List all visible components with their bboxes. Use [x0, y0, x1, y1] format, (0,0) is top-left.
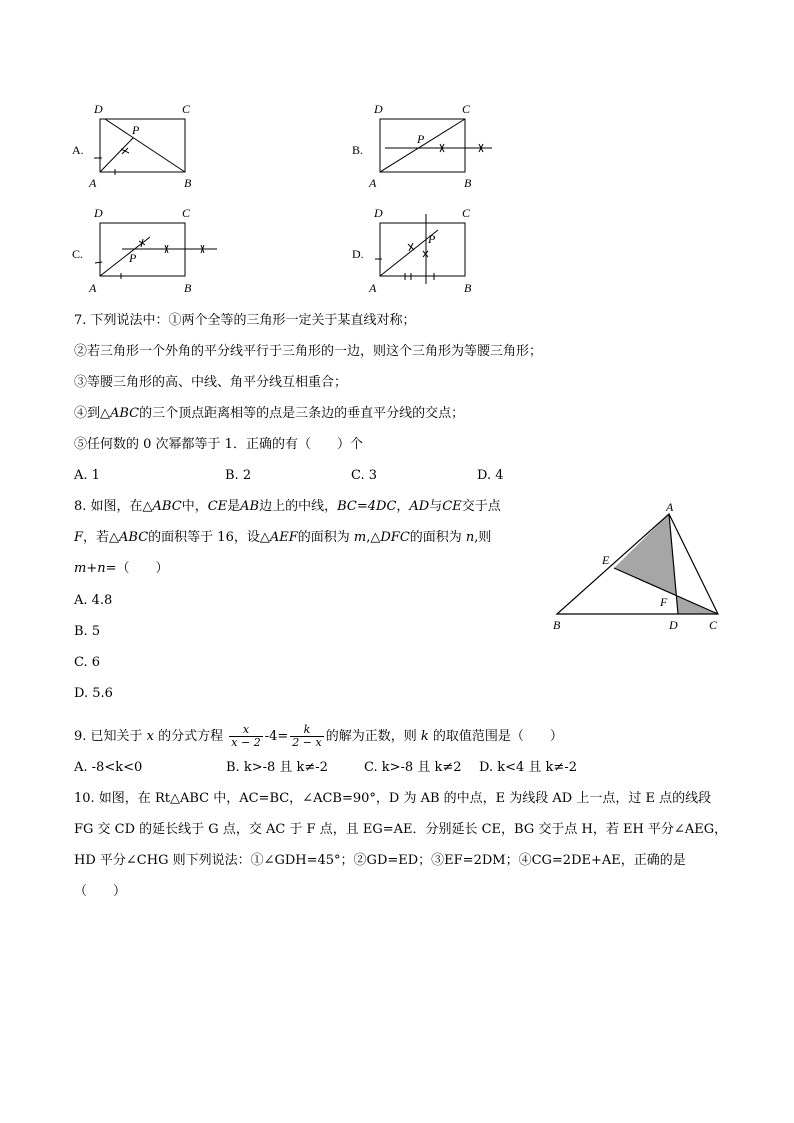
q7-statement-2: ②若三角形一个外角的平分线平行于三角形的一边，则这个三角形为等腰三角形；: [74, 344, 543, 359]
q7-option-b[interactable]: B. 2: [225, 468, 252, 483]
q7-option-d[interactable]: D. 4: [477, 468, 504, 483]
label-a: A: [89, 176, 97, 190]
fraction-1: $\frac{x}{x - 2}$: [231, 723, 261, 749]
label-b: B: [553, 618, 561, 632]
q9-stem: 9. 已知关于 x 的分式方程 $\frac{x}{x - 2}$ -4= $\frac{k}{2 - x}$ 的解为正数，则 k 的取值范围是（ ）: [74, 723, 563, 749]
label-a: A: [666, 500, 674, 514]
q7-stem: 7. 下列说法中：①两个全等的三角形一定关于某直线对称；: [74, 313, 416, 328]
q7-statement-4: ④到△ABC的三个顶点距离相等的点是三条边的垂直平分线的交点；: [74, 406, 465, 421]
option-c-label[interactable]: C.: [72, 247, 84, 261]
label-d: D: [374, 206, 383, 220]
q8-stem-line-1: 8. 如图，在△ABC中，CE是AB边上的中线，BC=4DC，AD与CE交于点: [74, 499, 501, 514]
q8-stem-line-3: m+n=（ ）: [74, 561, 169, 576]
label-d: D: [94, 206, 103, 220]
label-c: C: [182, 206, 191, 220]
q7-statement-3: ③等腰三角形的高、中线、角平分线互相重合；: [74, 375, 348, 390]
q7-option-a[interactable]: A. 1: [74, 468, 100, 483]
label-p: P: [132, 123, 140, 137]
option-c-figure: [88, 204, 223, 299]
q8-option-d[interactable]: D. 5.6: [74, 686, 113, 701]
label-c: C: [462, 102, 471, 116]
label-b: B: [464, 176, 472, 190]
label-b: B: [184, 176, 192, 190]
label-c: C: [709, 618, 718, 632]
label-c: C: [462, 206, 471, 220]
label-d: D: [94, 102, 103, 116]
label-c: C: [182, 102, 191, 116]
label-a: A: [369, 176, 377, 190]
option-a-figure: [88, 100, 208, 195]
q10-line-3: HD 平分∠CHG 则下列说法：①∠GDH=45°；②GD=ED；③EF=2DM；④CG=2DE+AE，正确的是: [74, 853, 686, 868]
fraction-2: $\frac{k}{2 - x}$: [292, 723, 322, 749]
label-d: D: [669, 618, 678, 632]
q8-triangle-figure: [548, 498, 728, 638]
q8-stem-line-2: F，若△ABC的面积等于 16，设△AEF的面积为 m,△DFC的面积为 n,则: [74, 530, 492, 545]
label-e: E: [602, 553, 610, 567]
q9-option-c[interactable]: C. k>-8 且 k≠2: [364, 760, 462, 775]
label-p: P: [129, 251, 137, 265]
label-p: P: [417, 132, 425, 146]
label-d: D: [374, 102, 383, 116]
q8-option-c[interactable]: C. 6: [74, 655, 101, 670]
q9-option-b[interactable]: B. k>-8 且 k≠-2: [226, 760, 328, 775]
q10-line-1: 10. 如图，在 Rt△ABC 中，AC=BC，∠ACB=90°，D 为 AB 的中点，E 为线段 AD 上一点，过 E 点的线段: [74, 791, 712, 806]
q9-option-a[interactable]: A. -8<k<0: [74, 760, 143, 775]
q7-option-c[interactable]: C. 3: [351, 468, 378, 483]
label-b: B: [464, 281, 472, 295]
label-a: A: [369, 281, 377, 295]
option-d-label[interactable]: D.: [352, 247, 364, 261]
q8-option-a[interactable]: A. 4.8: [74, 593, 113, 608]
q9-option-d[interactable]: D. k<4 且 k≠-2: [479, 760, 577, 775]
label-p: P: [428, 232, 436, 246]
option-b-figure: [368, 100, 498, 195]
option-d-figure: [368, 204, 488, 299]
label-a: A: [89, 281, 97, 295]
q8-option-b[interactable]: B. 5: [74, 624, 101, 639]
label-f: F: [660, 595, 668, 609]
label-b: B: [184, 281, 192, 295]
q7-statement-5: ⑤任何数的 0 次幂都等于 1．正确的有（ ）个: [74, 437, 363, 452]
q10-line-4: （ ）: [74, 884, 127, 899]
option-a-label[interactable]: A.: [72, 143, 84, 157]
q10-line-2: FG 交 CD 的延长线于 G 点，交 AC 于 F 点，且 EG=AE．分别延长 CE，BG 交于点 H，若 EH 平分∠AEG，: [74, 822, 728, 837]
option-b-label[interactable]: B.: [352, 143, 364, 157]
